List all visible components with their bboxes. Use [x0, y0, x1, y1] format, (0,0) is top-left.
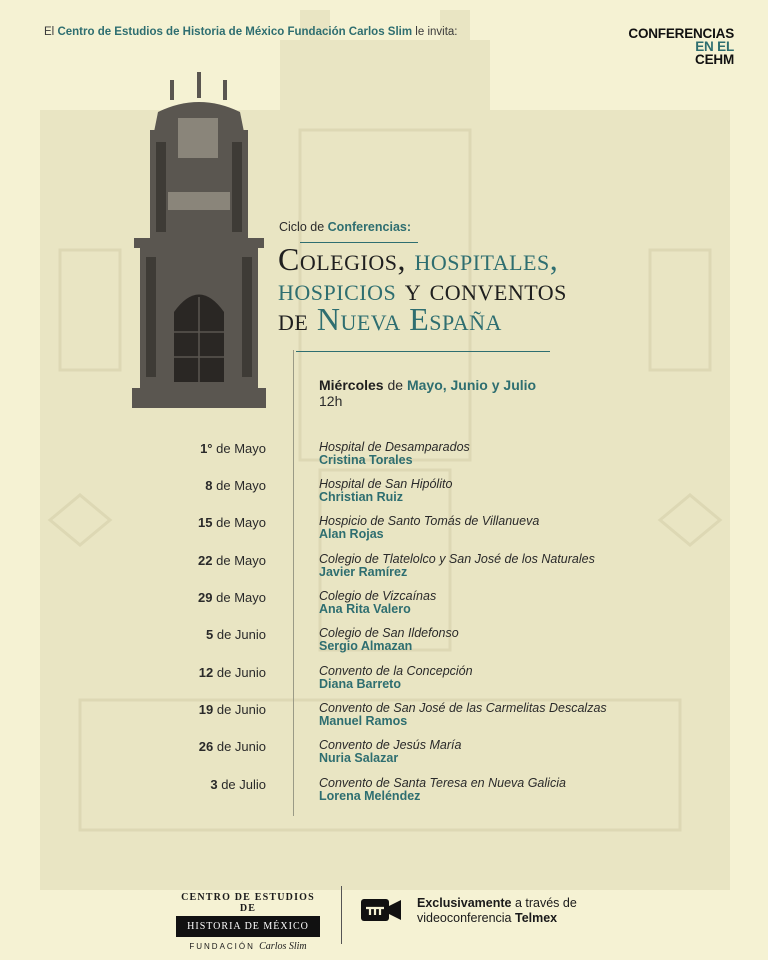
- brand-line-3: CEHM: [695, 52, 734, 67]
- session-date: 8 de Mayo: [205, 478, 266, 493]
- session-title: Colegio de Tlatelolco y San José de los Naturales: [319, 552, 595, 566]
- session-row: [0, 665, 768, 699]
- schedule-de: de: [387, 377, 404, 393]
- invite-suffix: le invita:: [415, 26, 458, 38]
- session-date: 12 de Junio: [198, 665, 266, 680]
- session-speaker: Lorena Meléndez: [319, 789, 421, 803]
- schedule-day: Miércoles: [319, 377, 384, 393]
- session-date: 1° de Mayo: [200, 441, 266, 456]
- title-conventos: y conventos: [396, 271, 567, 307]
- session-talk: [319, 777, 566, 803]
- session-title: Hospital de San Hipólito: [319, 477, 453, 491]
- logo-signature: Carlos Slim: [259, 941, 307, 952]
- session-speaker: Christian Ruiz: [319, 490, 404, 504]
- session-row: [0, 739, 768, 773]
- cehm-logo: [176, 892, 320, 952]
- session-speaker: Alan Rojas: [319, 527, 384, 541]
- invite-prefix: El: [44, 26, 55, 38]
- logo-line-3: FUNDACIÓN Carlos Slim: [189, 941, 307, 952]
- videoconference-note: [417, 896, 577, 926]
- church-tower-icon: [128, 72, 270, 412]
- session-row: [0, 777, 768, 811]
- schedule-time: 12h: [319, 393, 343, 409]
- session-row: [0, 553, 768, 587]
- session-talk: [319, 553, 595, 579]
- event-title: [278, 241, 738, 337]
- brand-line-1: CONFERENCIAS: [628, 26, 734, 41]
- session-speaker: Javier Ramírez: [319, 565, 408, 579]
- brand-line-2: EN EL: [695, 39, 734, 54]
- session-date: 3 de Julio: [210, 777, 266, 792]
- session-speaker: Diana Barreto: [319, 677, 401, 691]
- session-title: Convento de la Concepción: [319, 664, 473, 678]
- session-title: Colegio de Vizcaínas: [319, 589, 437, 603]
- session-talk: [319, 478, 452, 504]
- cycle-prefix: Ciclo de: [279, 220, 325, 234]
- session-row: [0, 702, 768, 736]
- session-talk: [319, 590, 436, 616]
- logo-line-1: CENTRO DE ESTUDIOS DE: [181, 892, 315, 914]
- session-speaker: Cristina Torales: [319, 453, 413, 467]
- note-telmex: Telmex: [514, 911, 558, 925]
- session-date: 15 de Mayo: [198, 515, 266, 530]
- session-title: Convento de Jesús María: [319, 738, 462, 752]
- title-bottom-rule: [296, 351, 550, 352]
- title-colegios: Colegios,: [278, 241, 415, 277]
- session-date: 26 de Junio: [198, 739, 266, 754]
- session-speaker: Sergio Almazan: [319, 639, 413, 653]
- invite-organization: Centro de Estudios de Historia de México Fundación Carlos Slim: [57, 26, 413, 38]
- title-nueva-espana: Nueva España: [316, 301, 502, 337]
- session-row: [0, 515, 768, 549]
- title-hospitales: hospitales,: [414, 241, 559, 277]
- session-row: [0, 478, 768, 512]
- session-speaker: Ana Rita Valero: [319, 602, 411, 616]
- session-talk: [319, 627, 459, 653]
- note-videoconference: videoconferencia: [417, 911, 515, 925]
- note-exclusive: Exclusivamente: [417, 896, 512, 910]
- video-camera-icon: [360, 897, 402, 923]
- conferencias-brand-logo: [628, 27, 734, 66]
- logo-line-2: HISTORIA DE MÉXICO: [176, 916, 320, 937]
- session-speaker: Nuria Salazar: [319, 751, 399, 765]
- session-talk: [319, 702, 607, 728]
- schedule-months: Mayo, Junio y Julio: [406, 377, 537, 393]
- session-talk: [319, 441, 470, 467]
- session-title: Hospital de Desamparados: [319, 440, 470, 454]
- session-row: [0, 441, 768, 475]
- title-hospicios: hospicios: [278, 271, 397, 307]
- session-title: Convento de Santa Teresa en Nueva Galicia: [319, 776, 566, 790]
- schedule-info: [319, 377, 536, 409]
- session-talk: [319, 665, 473, 691]
- session-talk: [319, 515, 539, 541]
- session-row: [0, 627, 768, 661]
- note-through: a través de: [511, 896, 577, 910]
- session-title: Hospicio de Santo Tomás de Villanueva: [319, 514, 540, 528]
- footer-divider: [341, 886, 342, 944]
- cycle-label: [279, 220, 411, 234]
- session-speaker: Manuel Ramos: [319, 714, 408, 728]
- cycle-bold: Conferencias:: [327, 220, 412, 234]
- session-talk: [319, 739, 461, 765]
- invitation-line: [44, 26, 457, 38]
- session-date: 19 de Junio: [198, 702, 266, 717]
- session-title: Colegio de San Ildefonso: [319, 626, 459, 640]
- session-date: 29 de Mayo: [198, 590, 266, 605]
- session-row: [0, 590, 768, 624]
- session-date: 22 de Mayo: [198, 553, 266, 568]
- session-title: Convento de San José de las Carmelitas Descalzas: [319, 701, 607, 715]
- title-de: de: [278, 301, 317, 337]
- session-date: 5 de Junio: [205, 627, 266, 642]
